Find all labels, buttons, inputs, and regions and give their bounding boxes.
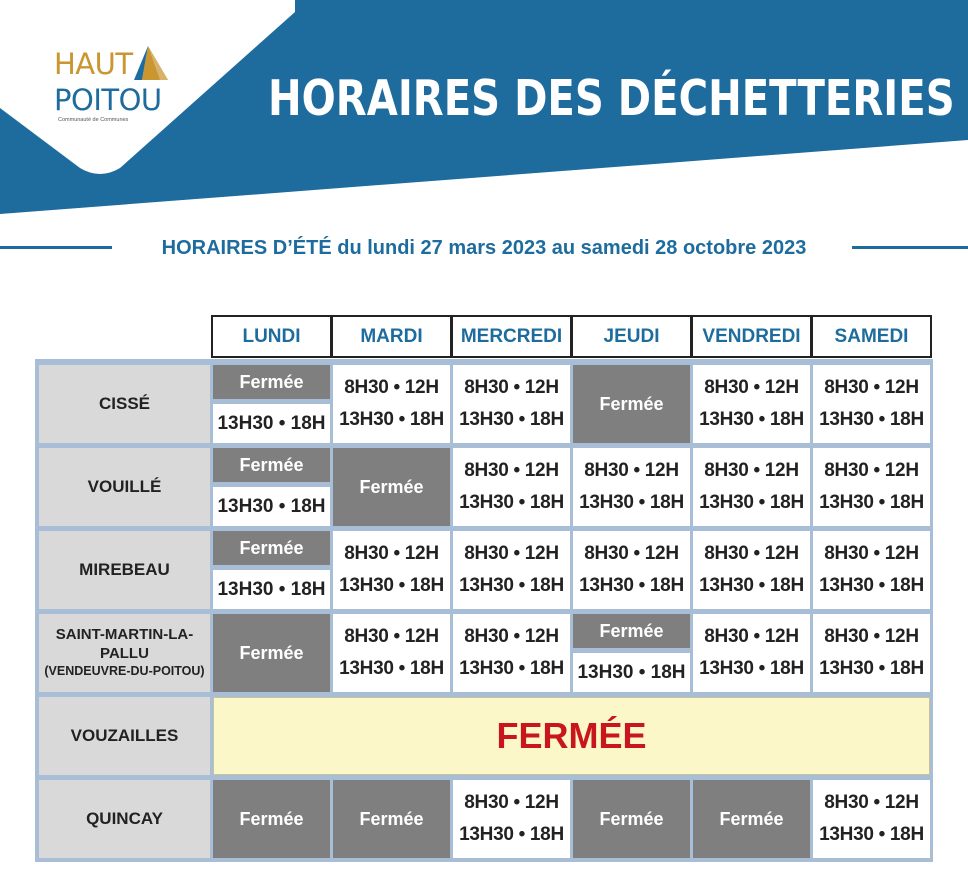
afternoon-hours: 13H30 • 18H [699,658,804,679]
morning-hours: 8H30 • 12H [344,626,439,647]
closed-cell: Fermée [213,780,330,858]
afternoon-hours: 13H30 • 18H [819,658,924,679]
afternoon-hours: 13H30 • 18H [459,575,564,596]
day-header-jeudi: JEUDI [571,315,692,358]
afternoon-hours-cell: 13H30 • 18H [213,487,330,526]
morning-hours: 8H30 • 12H [464,377,559,398]
site-name-line1: SAINT-MARTIN-LA- [55,626,194,644]
morning-hours: 8H30 • 12H [344,377,439,398]
closed-morning-cell: Fermée [213,365,330,399]
hours-cell [813,448,930,526]
logo-tagline: Communauté de Communes [58,117,129,123]
sail-triangle-icon [130,44,170,84]
morning-hours: 8H30 • 12H [704,460,799,481]
site-name-line2: PALLU [100,645,149,663]
site-label [39,614,210,692]
hours-cell [573,448,690,526]
morning-hours: 8H30 • 12H [824,626,919,647]
logo-line2: POITOU [54,83,162,117]
afternoon-hours: 13H30 • 18H [819,492,924,513]
subtitle-rule-right [852,246,968,249]
summer-hours-subtitle [0,230,968,264]
hours-cell [813,531,930,609]
morning-hours: 8H30 • 12H [824,792,919,813]
site-label: MIREBEAU [39,531,210,609]
site-label: QUINCAY [39,780,210,858]
morning-hours: 8H30 • 12H [464,460,559,481]
hours-cell [333,365,450,443]
hours-cell [693,531,810,609]
closed-cell: Fermée [333,448,450,526]
closed-cell: Fermée [333,780,450,858]
subtitle-text: HORAIRES D’ÉTÉ du lundi 27 mars 2023 au samedi 28 octobre 2023 [161,237,807,259]
hours-cell [333,531,450,609]
hours-cell [453,614,570,692]
afternoon-hours: 13H30 • 18H [459,824,564,845]
day-header-vendredi: VENDREDI [691,315,812,358]
schedule-table [35,315,933,862]
hours-cell [453,780,570,858]
morning-hours: 8H30 • 12H [464,626,559,647]
morning-hours: 8H30 • 12H [464,543,559,564]
closed-morning-cell: Fermée [213,531,330,565]
hours-cell [813,365,930,443]
closed-cell: Fermée [213,614,330,692]
subtitle-rule-left [0,246,112,249]
hours-cell [813,614,930,692]
afternoon-hours-cell: 13H30 • 18H [573,653,690,692]
morning-hours: 8H30 • 12H [824,543,919,564]
hours-cell [693,448,810,526]
closed-morning-cell: Fermée [573,614,690,648]
site-label: VOUZAILLES [39,697,210,775]
hours-cell [453,365,570,443]
header-banner [0,0,968,214]
site-label: CISSÉ [39,365,210,443]
afternoon-hours: 13H30 • 18H [819,409,924,430]
day-header-samedi: SAMEDI [811,315,932,358]
closed-cell: Fermée [693,780,810,858]
logo-line1: HAUT [54,47,133,81]
haut-poitou-logo [42,42,192,132]
hours-cell [333,614,450,692]
site-label: VOUILLÉ [39,448,210,526]
morning-hours: 8H30 • 12H [704,377,799,398]
morning-hours: 8H30 • 12H [464,792,559,813]
afternoon-hours: 13H30 • 18H [459,409,564,430]
afternoon-hours: 13H30 • 18H [819,824,924,845]
hours-cell [453,531,570,609]
afternoon-hours: 13H30 • 18H [339,575,444,596]
hours-cell [693,614,810,692]
afternoon-hours: 13H30 • 18H [699,409,804,430]
day-header-mardi: MARDI [331,315,452,358]
afternoon-hours: 13H30 • 18H [819,575,924,596]
afternoon-hours: 13H30 • 18H [339,658,444,679]
afternoon-hours: 13H30 • 18H [459,492,564,513]
closed-cell: Fermée [573,780,690,858]
afternoon-hours: 13H30 • 18H [699,492,804,513]
afternoon-hours: 13H30 • 18H [699,575,804,596]
site-closed-banner: FERMÉE [213,697,930,775]
site-sublabel: (VENDEUVRE-DU-POITOU) [44,663,205,678]
morning-hours: 8H30 • 12H [824,377,919,398]
afternoon-hours: 13H30 • 18H [579,575,684,596]
afternoon-hours: 13H30 • 18H [579,492,684,513]
day-header-lundi: LUNDI [211,315,332,358]
hours-cell [453,448,570,526]
afternoon-hours: 13H30 • 18H [459,658,564,679]
day-header-mercredi: MERCREDI [451,315,572,358]
afternoon-hours-cell: 13H30 • 18H [213,570,330,609]
hours-cell [573,531,690,609]
page-title: HORAIRES DES DÉCHETTERIES [268,70,955,127]
morning-hours: 8H30 • 12H [704,626,799,647]
afternoon-hours: 13H30 • 18H [339,409,444,430]
morning-hours: 8H30 • 12H [584,460,679,481]
morning-hours: 8H30 • 12H [584,543,679,564]
morning-hours: 8H30 • 12H [344,543,439,564]
hours-cell [813,780,930,858]
morning-hours: 8H30 • 12H [704,543,799,564]
hours-cell [693,365,810,443]
closed-cell: Fermée [573,365,690,443]
morning-hours: 8H30 • 12H [824,460,919,481]
afternoon-hours-cell: 13H30 • 18H [213,404,330,443]
closed-morning-cell: Fermée [213,448,330,482]
